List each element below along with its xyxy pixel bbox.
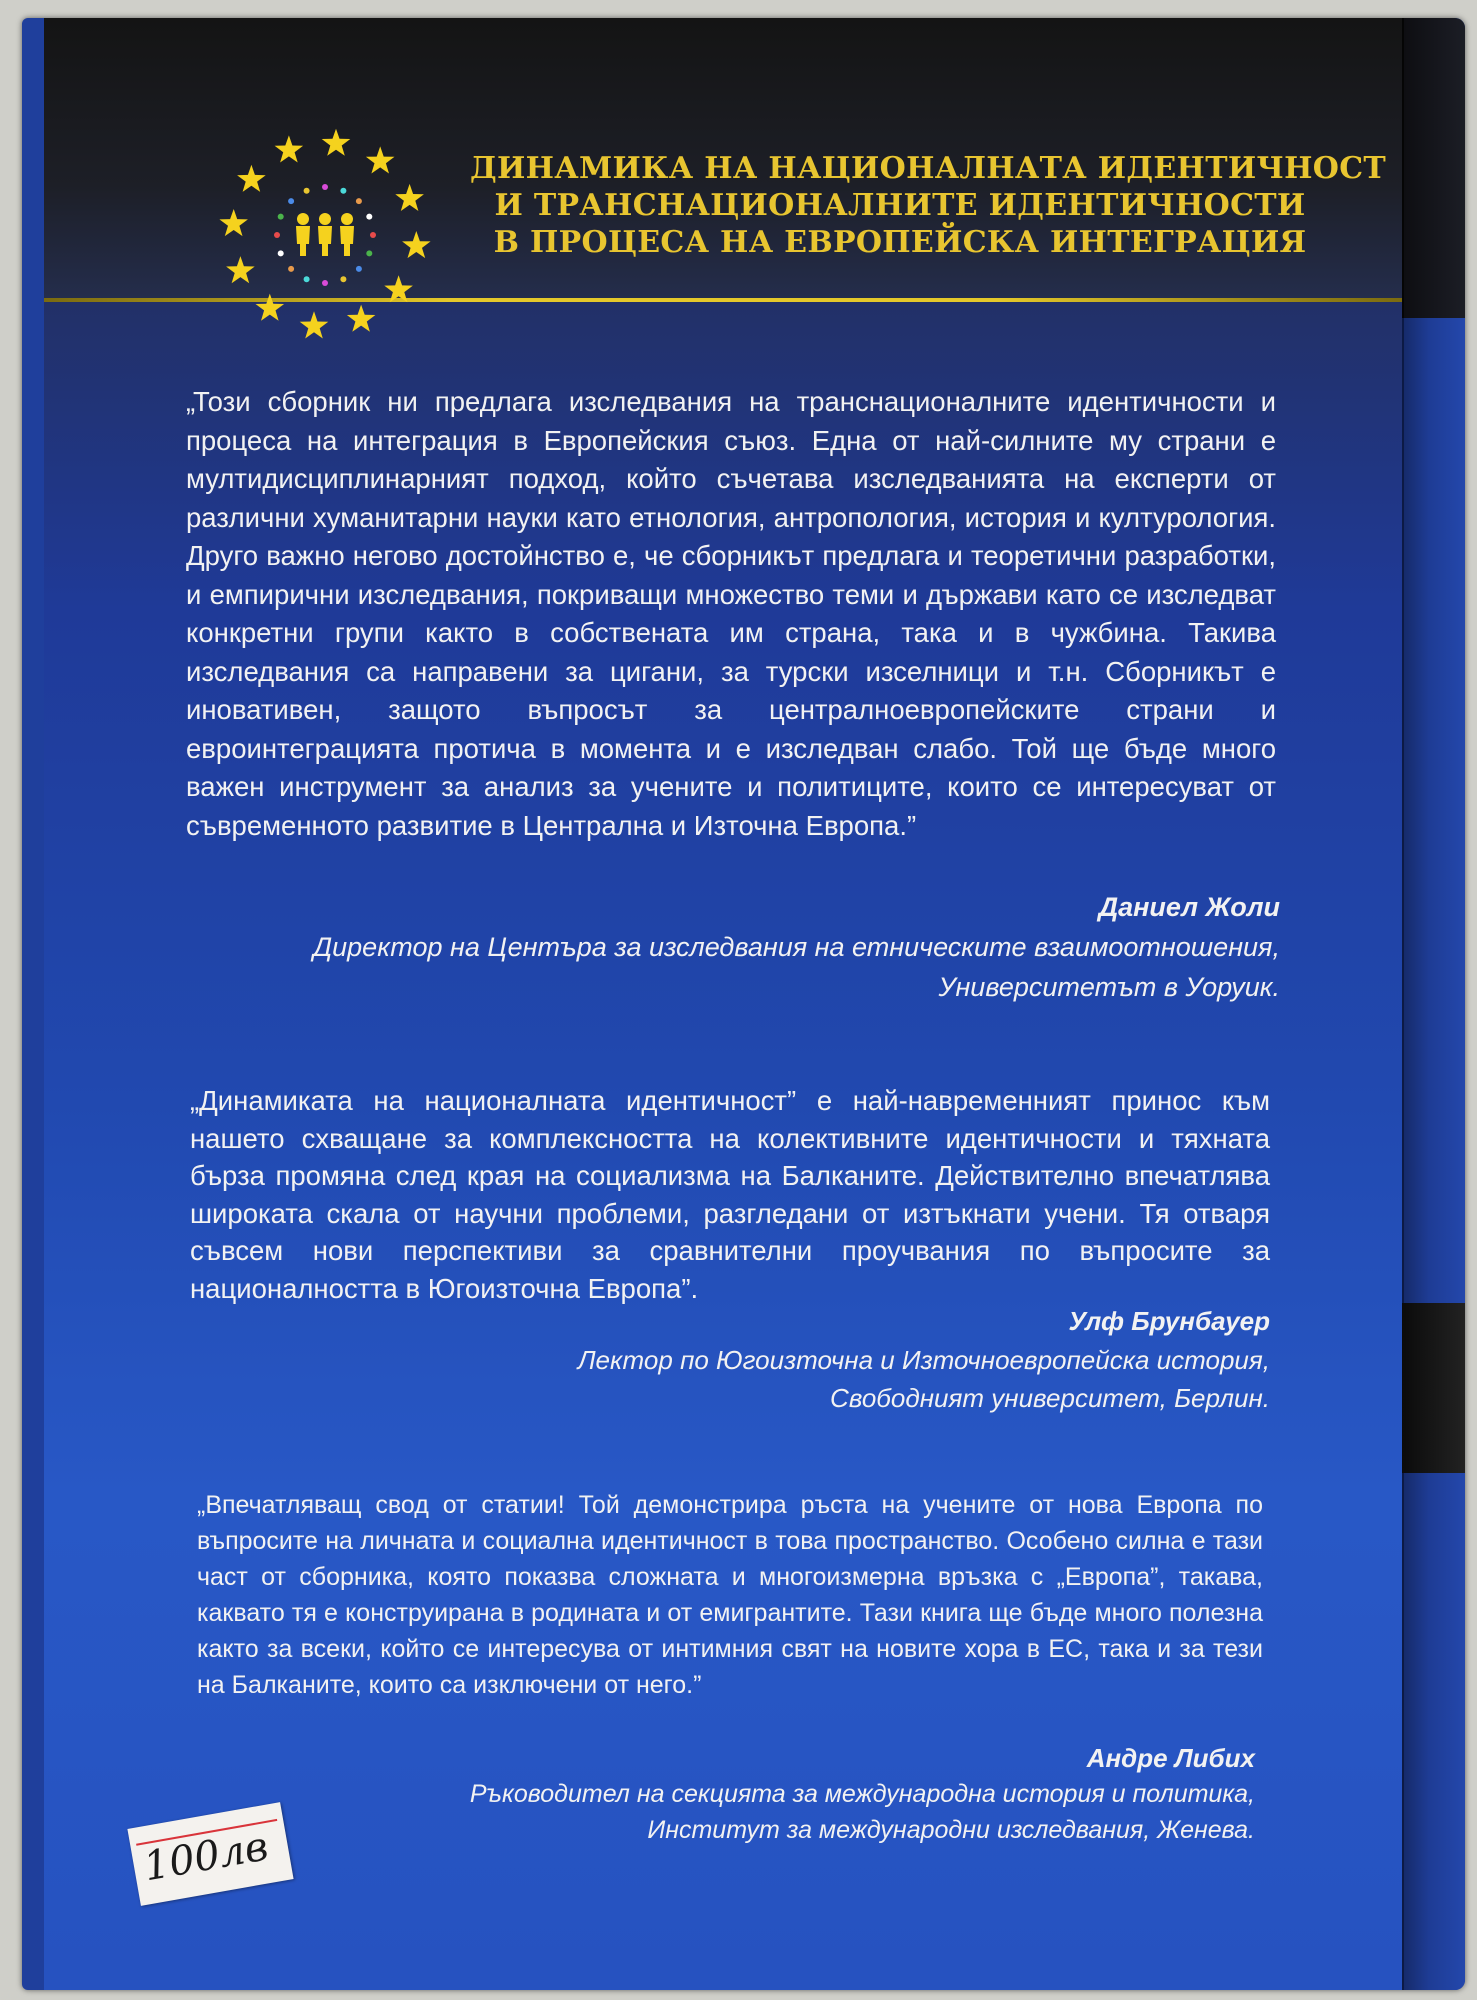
quote-3-affiliation-line-2: Институт за международни изследвания, Женева. <box>647 1816 1255 1844</box>
title-line-3: В ПРОЦЕСА НА ЕВРОПЕЙСКА ИНТЕГРАЦИЯ <box>493 225 1307 260</box>
quote-3 <box>197 1487 1263 1703</box>
logo-dot-icon <box>274 232 280 238</box>
logo-dot-icon <box>366 214 372 220</box>
quote-1 <box>186 383 1276 845</box>
logo-star-icon <box>347 305 376 332</box>
logo-star-icon <box>366 146 395 173</box>
logo-person-icon <box>318 213 332 256</box>
quote-2-affiliation-line-2: Свободният университет, Берлин. <box>830 1383 1270 1413</box>
logo-dot-icon <box>304 188 310 194</box>
logo-star-icon <box>384 275 413 302</box>
logo-star-icon <box>226 256 255 283</box>
logo-person-icon <box>340 213 354 256</box>
logo-dot-icon <box>370 232 376 238</box>
logo-star-icon <box>256 294 285 321</box>
quote-3-text: „Впечатляващ свод от статии! Той демонстрира ръста на учените от нова Европа по въпросите на личната и социална идентичност в това пространство. Особено силна е тази част от сборника, която показва сложната и многоизмерна връзка с „Европа”, такава, каквато тя е конструирана в родината и от емигрантите. Тази книга ще бъде много полезна както за всеки, който се интересува от интимния свят на новите хора в ЕС, така и за тези на Балканите, които са изключени от него.” <box>197 1491 1263 1699</box>
logo-dot-icon <box>278 250 284 256</box>
title-line-1: ДИНАМИКА НА НАЦИОНАЛНАТА ИДЕНТИЧНОСТ <box>470 151 1387 186</box>
book-title <box>470 150 1387 261</box>
logo-star-icon <box>237 165 266 192</box>
logo-dot-icon <box>322 280 328 286</box>
logo-dot-icon <box>288 266 294 272</box>
logo-dot-icon <box>356 266 362 272</box>
quote-1-author: Даниел Жоли <box>1098 892 1280 922</box>
quote-1-affiliation-line-2: Университетът в Уоруик. <box>938 972 1280 1002</box>
spine-edge-top <box>1402 18 1465 318</box>
quote-2-author: Улф Брунбауер <box>1068 1306 1270 1336</box>
logo-dot-icon <box>278 214 284 220</box>
logo-star-icon <box>402 231 431 258</box>
eu-stars-people-logo-icon <box>200 125 450 355</box>
logo-dot-icon <box>366 250 372 256</box>
spine-dark-block <box>1402 1303 1465 1473</box>
logo-dot-icon <box>288 198 294 204</box>
logo-star-icon <box>300 311 329 338</box>
quote-3-affiliation-line-1: Ръководител на секцията за международна история и политика, <box>469 1780 1255 1808</box>
quote-2-text: „Динамиката на националната идентичност” е най-навременният принос към нашето схващане за комплексността на колективните идентичности и тяхната бърза промяна след края на социализма на Балканите. Действително впечатлява широката скала от научни проблеми, разгледани от изтъкнати учени. Тя отваря съвсем нови перспективи за сравнителни проучвания по въпросите за националността в Югоизточна Европа”. <box>190 1085 1270 1304</box>
logo-person-icon <box>296 213 310 256</box>
quote-1-affiliation-line-1: Директор на Центъра за изследвания на етническите взаимоотношения, <box>313 932 1280 962</box>
quote-2-affiliation-line-1: Лектор по Югоизточна и Източноевропейска история, <box>577 1345 1270 1375</box>
logo-dot-icon <box>340 276 346 282</box>
logo-dot-icon <box>340 188 346 194</box>
logo-star-icon <box>395 184 424 211</box>
logo-dot-icon <box>322 184 328 190</box>
quote-2 <box>190 1082 1270 1307</box>
logo-star-icon <box>322 129 351 156</box>
logo-star-icon <box>275 135 304 162</box>
price-sticker-text: 100лв <box>140 1823 272 1891</box>
logo-star-icon <box>219 209 248 236</box>
title-line-2: И ТРАНСНАЦИОНАЛНИТЕ ИДЕНТИЧНОСТИ <box>494 188 1306 223</box>
logo-dot-icon <box>356 198 362 204</box>
quote-1-text: „Този сборник ни предлага изследвания на транснационалните идентичности и процеса на интеграция в Европейския съюз. Една от най-силните му страни е мултидисциплинарният подход, който съчетава изследванията на експерти от различни хуманитарни науки като етнология, антропология, история и културология. Друго важно негово достойнство е, че сборникът предлага и теоретични разработки, и емпирични изследвания, покриващи множество теми и държави като се изследват конкретни групи както в собствената им страна, така и в чужбина. Такива изследвания са направени за цигани, за турски изселници и т.н. Сборникът е иновативен, защото въпросът за централноевропейските страни и евроинтеграцията протича в момента и е изследван слабо. Той ще бъде много важен инструмент за анализ за учените и политиците, които се интересуват от съвременното развитие в Централна и Източна Европа.” <box>186 386 1276 841</box>
quote-3-author: Андре Либих <box>1086 1743 1255 1773</box>
logo-dot-icon <box>304 276 310 282</box>
